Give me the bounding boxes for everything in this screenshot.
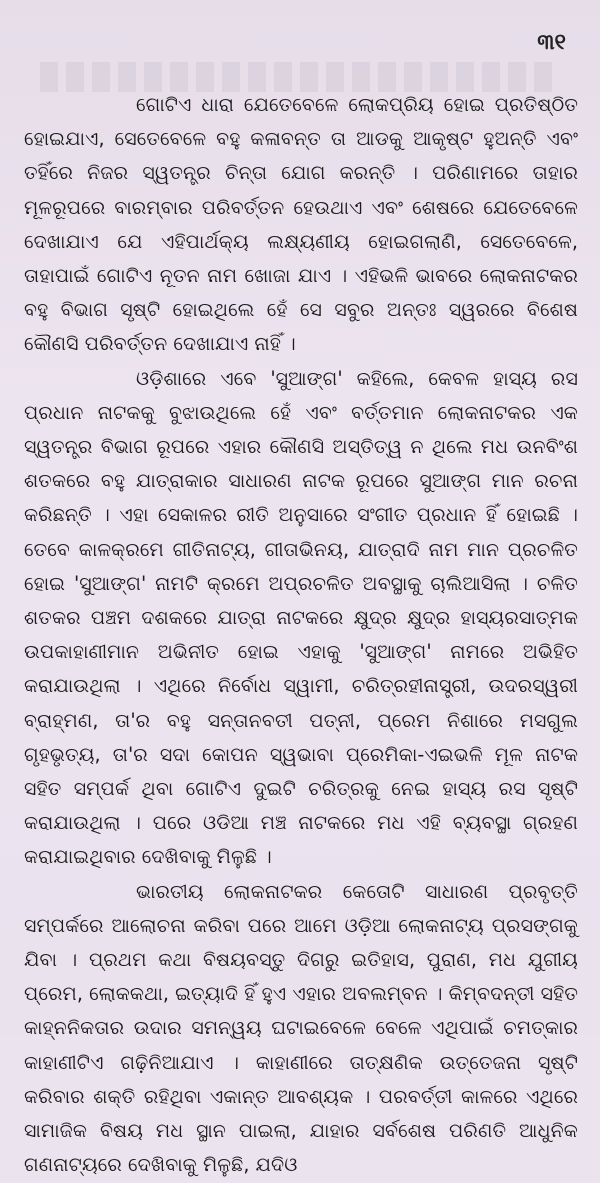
paragraph: ଗୋଟିଏ ଧାରା ଯେତେବେଳେ ଲୋକପ୍ରିୟ ହୋଇ ପ୍ରତିଷ୍ଠିତ ହୋଇଯାଏ, ସେତେବେଳେ ବହୁ କଳାବନ୍ତ ତା ଆଡକୁ ଆକୃଷ୍ଟ ହୁଅନ୍ତି ଏବଂ ତହିଁରେ ନିଜର ସ୍ୱତନ୍ତ୍ର ଚିନ୍ତା ଯୋଗ କରନ୍ତି । ପରିଣାମରେ ତାହାର ମୂଳରୂପରେ ବାରମ୍ବାର ପରିବର୍ତ୍ତନ ହେଉଥାଏ ଏବଂ ଶେଷରେ ଯେତେବେଳେ ଦେଖାଯାଏ ଯେ ଏହିପାର୍ଥକ୍ୟ ଲକ୍ଷ୍ୟଣୀୟ ହୋଇଗଲାଣି, ସେତେବେଳେ, ତାହାପାଇଁ ଗୋଟିଏ ନୂତନ ନାମ ଖୋଜା ଯାଏ । ଏହିଭଳି ଭାବରେ ଲୋକନାଟକର ବହୁ ବିଭାଗ ସୃଷ୍ଟି ହୋଇଥିଲେ ହେଁ ସେ ସବୁର ଅନ୍ତଃ ସ୍ୱରରେ ବିଶେଷ କୌଣସି ପରିବର୍ତ୍ତନ ଦେଖାଯାଏ ନାହିଁ ।: [24, 93, 578, 356]
page-number: ୩୧: [537, 30, 566, 55]
body-text: [24, 88, 578, 1183]
paragraph: ଭାରତୀୟ ଲୋକନାଟକର କେତୋଟି ସାଧାରଣ ପ୍ରବୃତ୍ତି ସମ୍ପର୍କରେ ଆଲୋଚନା କରିବା ପରେ ଆମେ ଓଡ଼ିଆ ଲୋକନାଟ୍ୟ ପ୍ରସଙ୍ଗକୁ ଯିବା । ପ୍ରଥମ କଥା ବିଷୟବସ୍ତୁ ଦିଗରୁ ଇତିହାସ, ପୁରାଣ, ମଧ ଯୁଗୀୟ ପ୍ରେମ, ଲୋକକଥା, ଇତ୍ୟାଦି ହିଁ ହୁଏ ଏହାର ଅବଲମ୍ବନ । କିମ୍ବଦନ୍ତୀ ସହିତ କାହ୍ନନିକତାର ଉଦାର ସମନ୍ୱୟ ଘଟାଇବେଳେ ବେଳେ ଏଥିପାଇଁ ଚମତ୍କାର କାହାଣୀଟିଏ ଗଢ଼ିନିଆଯାଏ । କାହାଣୀରେ ତାତ୍କ୍ଷଣିକ ଉତ୍ତେଜନା ସୃଷ୍ଟି କରିବାର ଶକ୍ତି ରହିଥିବା ଏକାନ୍ତ ଆବଶ୍ୟକ । ପରବର୍ତ୍ତୀ କାଳରେ ଏଥିରେ ସାମାଜିକ ବିଷୟ ମଧ ସ୍ଥାନ ପାଇଲା, ଯାହାର ସର୍ବଶେଷ ପରିଣତି ଆଧୁନିକ ଗଣନାଟ୍ୟରେ ଦେଖିବାକୁ ମିଳୁଛି, ଯଦିଓ: [24, 879, 578, 1177]
paragraph: ଓଡ଼ିଶାରେ ଏବେ 'ସୁଆଙ୍ଗ' କହିଲେ, କେବଳ ହାସ୍ୟ ରସ ପ୍ରଧାନ ନାଟକକୁ ବୁଝାଉଥିଲେ ହେଁ ଏବଂ ବର୍ତ୍ତମାନ ଲୋକନାଟକର ଏକ ସ୍ୱତନ୍ତ୍ର ବିଭାଗ ରୂପରେ ଏହାର କୌଣସି ଅସ୍ତିତ୍ୱ ନ ଥିଲେ ମଧ ଉନବିଂଶ ଶତକରେ ବହୁ ଯାତ୍ରାକାର ସାଧାରଣ ନାଟକ ରୂପରେ ସୁଆଙ୍ଗ ମାନ ରଚନା କରିଛନ୍ତି । ଏହା ସେକାଳର ରୀତି ଅନୁସାରେ ସଂଗୀତ ପ୍ରଧାନ ହିଁ ହୋଇଛି । ତେବେ କାଳକ୍ରମେ ଗୀତିନାଟ୍ୟ, ଗୀତାଭିନୟ, ଯାତ୍ରାଦି ନାମ ମାନ ପ୍ରଚଳିତ ହୋଇ 'ସୁଆଙ୍ଗ' ନାମଟି କ୍ରମେ ଅପ୍ରଚଳିତ ଅବସ୍ଥାକୁ ଚାଲିଆସିଲା । ଚଳିତ ଶତକର ପଞ୍ଚମ ଦଶକରେ ଯାତ୍ରା ନାଟକରେ କ୍ଷୁଦ୍ର କ୍ଷୁଦ୍ର ହାସ୍ୟରସାତ୍ମକ ଉପକାହାଣୀମାନ ଅଭିନୀତ ହୋଇ ଏହାକୁ 'ସୁଆଙ୍ଗ' ନାମରେ ଅଭିହିତ କରାଯାଉଥିଲା । ଏଥିରେ ନିର୍ବୋଧ ସ୍ୱାମୀ, ଚରିତ୍ରହୀନାସ୍ତ୍ରୀ, ଉଦରସ୍ୱରୀ ବ୍ରାହ୍ମଣ, ତା'ର ବହୁ ସନ୍ତାନବତୀ ପତ୍ନୀ, ପ୍ରେମ ନିଶାରେ ମସଗୁଲ ଗୃହଭୃତ୍ୟ, ତା'ର ସଦା କୋପନ ସ୍ୱଭାବା ପ୍ରେମିକା-ଏଇଭଳି ମୂଳ ନାଟକ ସହିତ ସମ୍ପର୍କ ଥିବା ଗୋଟିଏ ଦୁଇଟି ଚରିତ୍ରକୁ ନେଇ ହାସ୍ୟ ରସ ସୃଷ୍ଟି କରାଯାଉଥିଲା । ପରେ ଓଡିଆ ମଞ୍ଚ ନାଟକରେ ମଧ ଏହି ବ୍ୟବସ୍ଥା ଗ୍ରହଣ କରାଯାଇଥିବାର ଦେଖିବାକୁ ମିଳୁଛି ।: [24, 366, 578, 869]
